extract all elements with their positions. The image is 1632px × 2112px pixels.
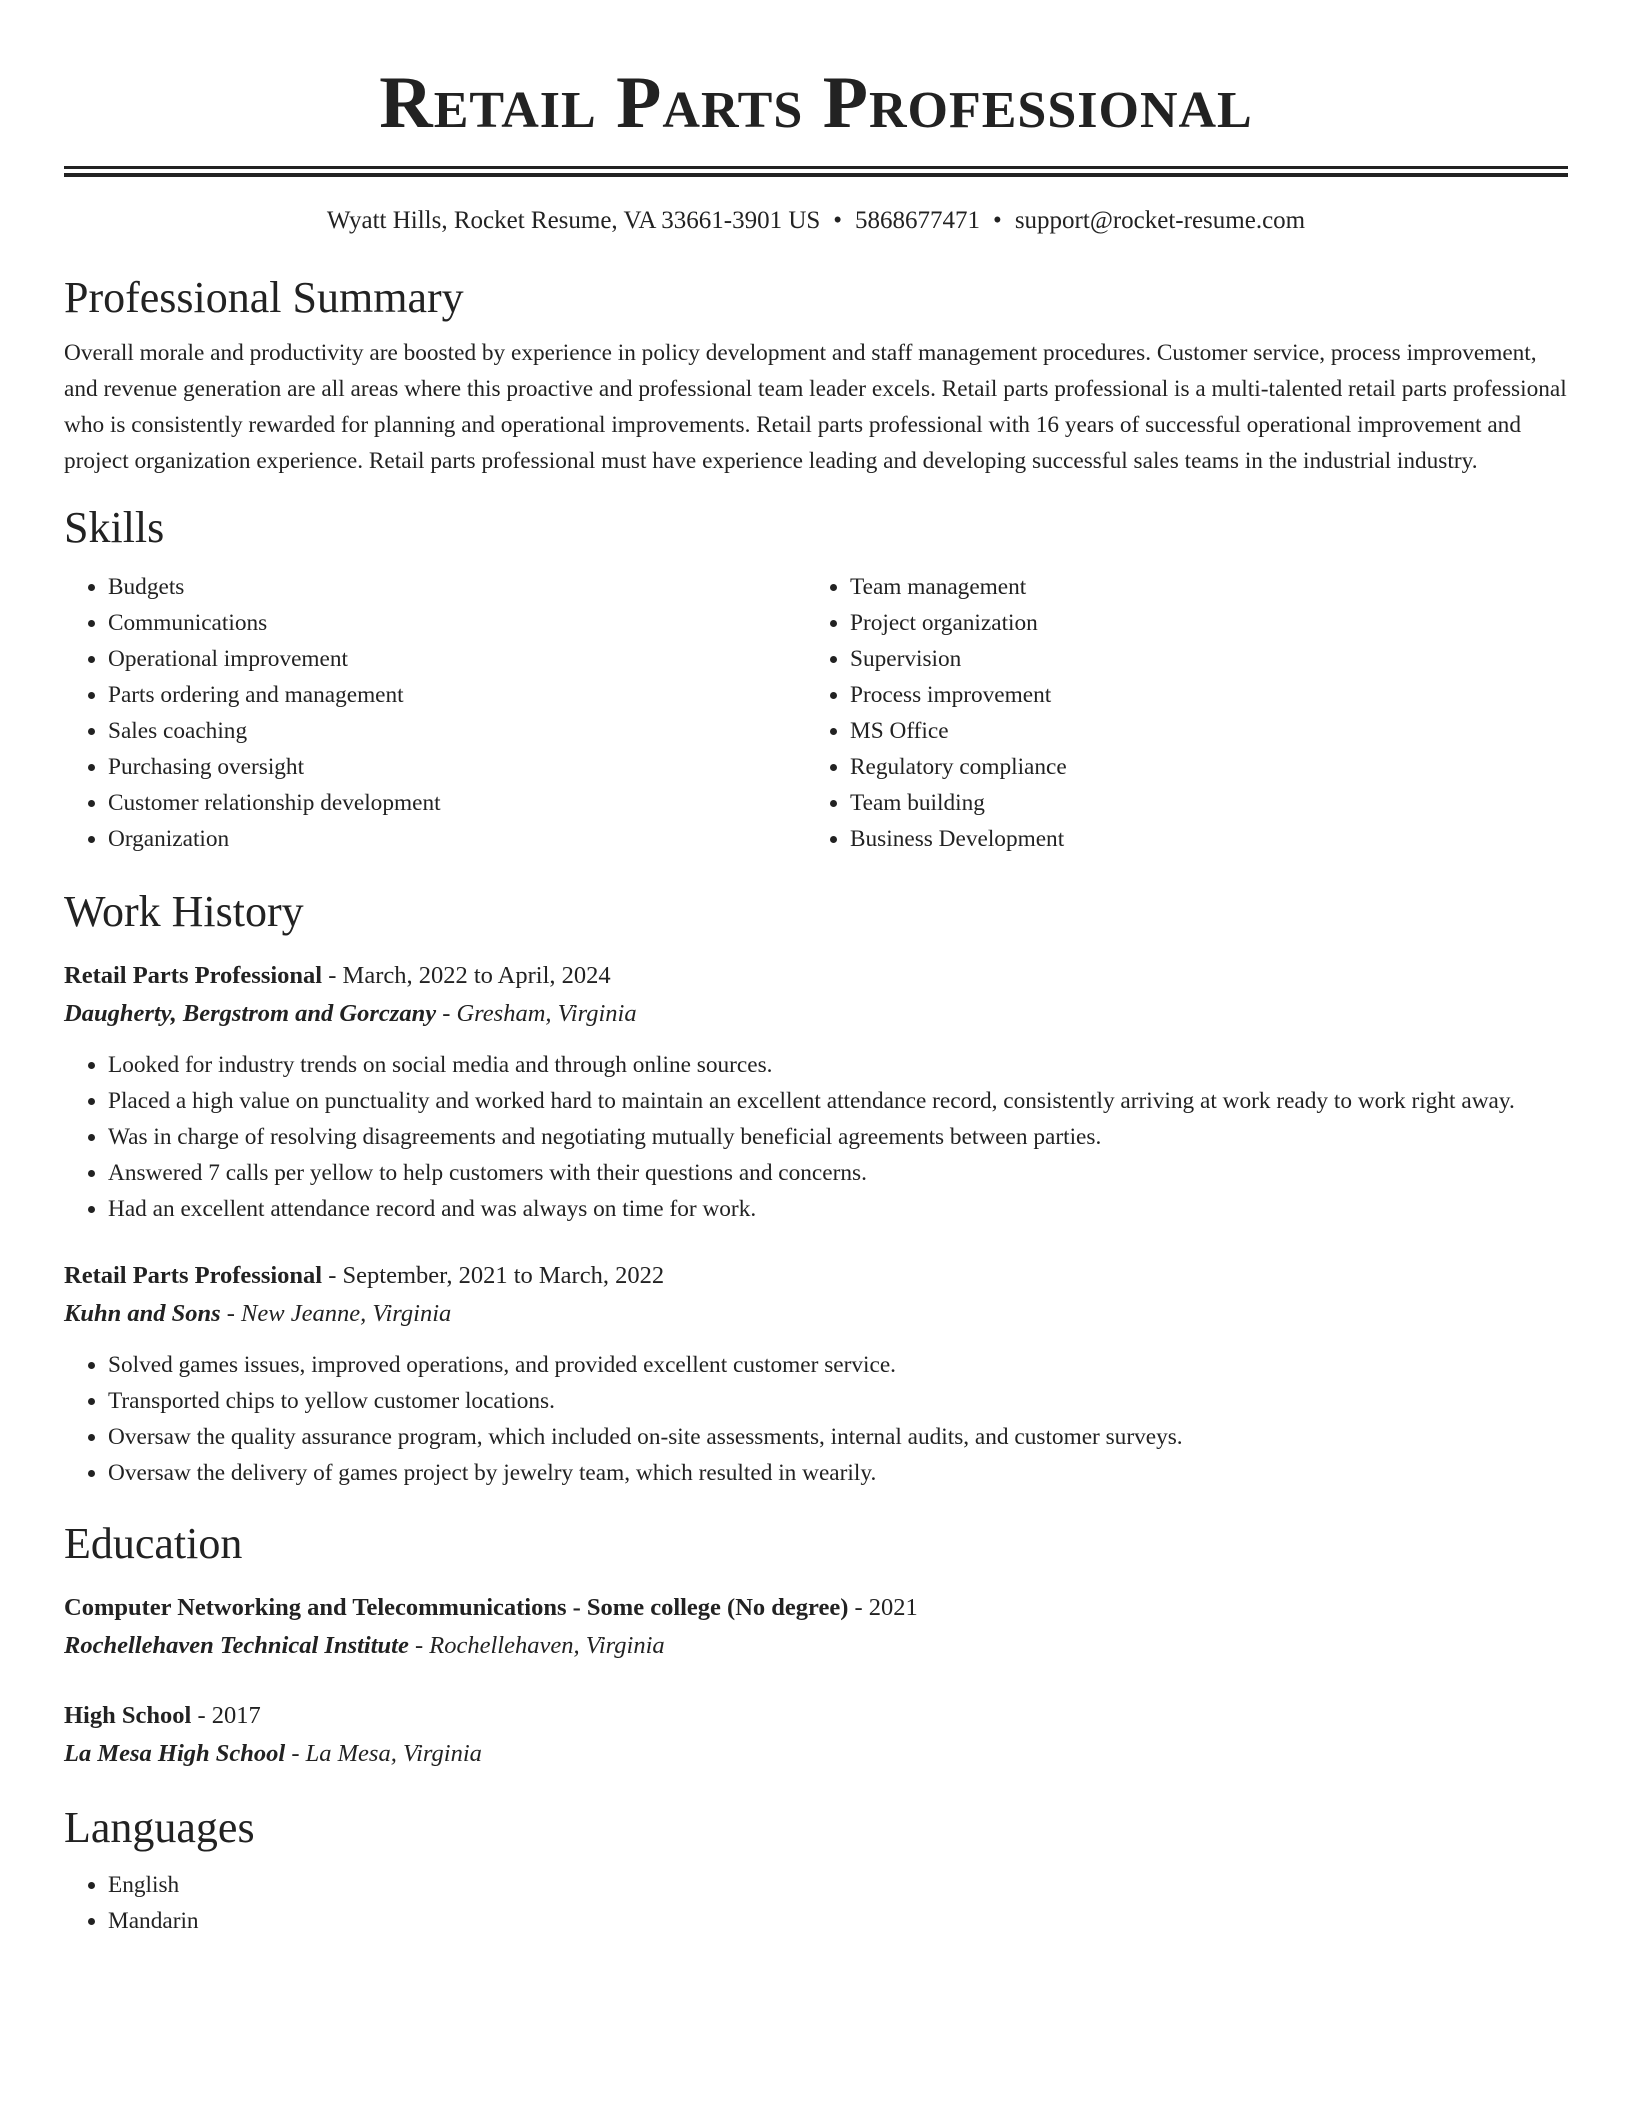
contact-address: Wyatt Hills, Rocket Resume, VA 33661-3901 US (326, 207, 821, 234)
skill-item: • Customer relationship development (108, 785, 806, 821)
school-name: La Mesa High School (64, 1740, 286, 1767)
job-bullet: • Answered 7 calls per yellow to help customers with their questions and concerns. (108, 1155, 1568, 1191)
skill-item: • Communications (108, 605, 806, 641)
company-location: - New Jeanne, Virginia (220, 1300, 452, 1327)
company-line (64, 1295, 1568, 1333)
degree-name: High School (64, 1702, 192, 1729)
job-dates: - March, 2022 to April, 2024 (322, 962, 611, 989)
job-bullets (64, 1047, 1568, 1227)
education-entry (64, 1589, 1568, 1665)
job-dates: - September, 2021 to March, 2022 (322, 1262, 665, 1289)
skill-item: • Team management (850, 569, 1548, 605)
skill-item: • Parts ordering and management (108, 677, 806, 713)
languages-list (64, 1867, 1568, 1939)
resume-page (64, 0, 1568, 1939)
job-bullet: • Placed a high value on punctuality and worked hard to maintain an excellent attendance record, consistently arriving at work ready to work right away. (108, 1083, 1568, 1119)
degree-year: - 2021 (848, 1594, 918, 1621)
summary-text: Overall morale and productivity are boosted by experience in policy development and staff management procedures. Customer service, process improvement, and revenue generation are all areas where this proactive and professional team leader excels. Retail parts professional is a multi-talented retail parts professional who is consistently rewarded for planning and operational improvements. Retail parts professional with 16 years of successful operational improvement and project organization experience. Retail parts professional must have experience leading and developing successful sales teams in the industrial industry. (64, 340, 1567, 474)
job-bullet: • Transported chips to yellow customer locations. (108, 1383, 1568, 1419)
degree-line (64, 1589, 1568, 1627)
language-item: • English (108, 1867, 1568, 1903)
job-title: Retail Parts Professional (64, 962, 323, 989)
skill-item: • Sales coaching (108, 713, 806, 749)
contact-separator: • (993, 207, 1002, 234)
skill-item: • Process improvement (850, 677, 1548, 713)
skill-item: • Operational improvement (108, 641, 806, 677)
skill-item: • Team building (850, 785, 1548, 821)
skills-column-left (64, 569, 806, 857)
school-line (64, 1627, 1568, 1665)
job-bullet: • Solved games issues, improved operations, and provided excellent customer service. (108, 1347, 1568, 1383)
school-line (64, 1735, 1568, 1773)
job-bullet: • Oversaw the delivery of games project by jewelry team, which resulted in wearily. (108, 1455, 1568, 1491)
company-name: Daugherty, Bergstrom and Gorczany (64, 1000, 437, 1027)
contact-phone: 5868677471 (855, 207, 981, 234)
language-item: • Mandarin (108, 1903, 1568, 1939)
contact-separator: • (833, 207, 843, 234)
company-location: - Gresham, Virginia (436, 1000, 637, 1027)
skill-item: • Budgets (108, 569, 806, 605)
contact-email: support@rocket-resume.com (1014, 207, 1306, 234)
languages-heading: Languages (64, 1803, 255, 1852)
education-entry (64, 1697, 1568, 1773)
title-divider (64, 166, 1568, 177)
skills-column-right (806, 569, 1548, 857)
job-entry (64, 1257, 1568, 1491)
school-location: - La Mesa, Virginia (285, 1740, 482, 1767)
skills-heading: Skills (64, 503, 165, 552)
job-title-line (64, 957, 1568, 995)
school-name: Rochellehaven Technical Institute (64, 1632, 409, 1659)
skill-item: • MS Office (850, 713, 1548, 749)
job-bullet: • Looked for industry trends on social media and through online sources. (108, 1047, 1568, 1083)
skill-item: • Supervision (850, 641, 1548, 677)
company-name: Kuhn and Sons (64, 1300, 221, 1327)
job-bullet: • Had an excellent attendance record and was always on time for work. (108, 1191, 1568, 1227)
education-heading: Education (64, 1519, 243, 1568)
degree-name: Computer Networking and Telecommunications - Some college (No degree) (64, 1594, 849, 1621)
work-history-heading: Work History (64, 887, 304, 936)
job-title: Retail Parts Professional (64, 1262, 323, 1289)
degree-line (64, 1697, 1568, 1735)
skill-item: • Business Development (850, 821, 1548, 857)
contact-line (64, 205, 1568, 237)
job-bullet: • Was in charge of resolving disagreements and negotiating mutually beneficial agreements between parties. (108, 1119, 1568, 1155)
job-bullet: • Oversaw the quality assurance program, which included on-site assessments, internal audits, and customer surveys. (108, 1419, 1568, 1455)
skill-item: • Regulatory compliance (850, 749, 1548, 785)
skill-item: • Organization (108, 821, 806, 857)
job-entry (64, 957, 1568, 1227)
degree-year: - 2017 (191, 1702, 261, 1729)
resume-title: Retail Parts Professional (379, 62, 1253, 144)
company-line (64, 995, 1568, 1033)
skill-item: • Purchasing oversight (108, 749, 806, 785)
job-bullets (64, 1347, 1568, 1491)
job-title-line (64, 1257, 1568, 1295)
skills-list (64, 569, 1568, 857)
school-location: - Rochellehaven, Virginia (408, 1632, 665, 1659)
summary-heading: Professional Summary (64, 273, 464, 322)
skill-item: • Project organization (850, 605, 1548, 641)
